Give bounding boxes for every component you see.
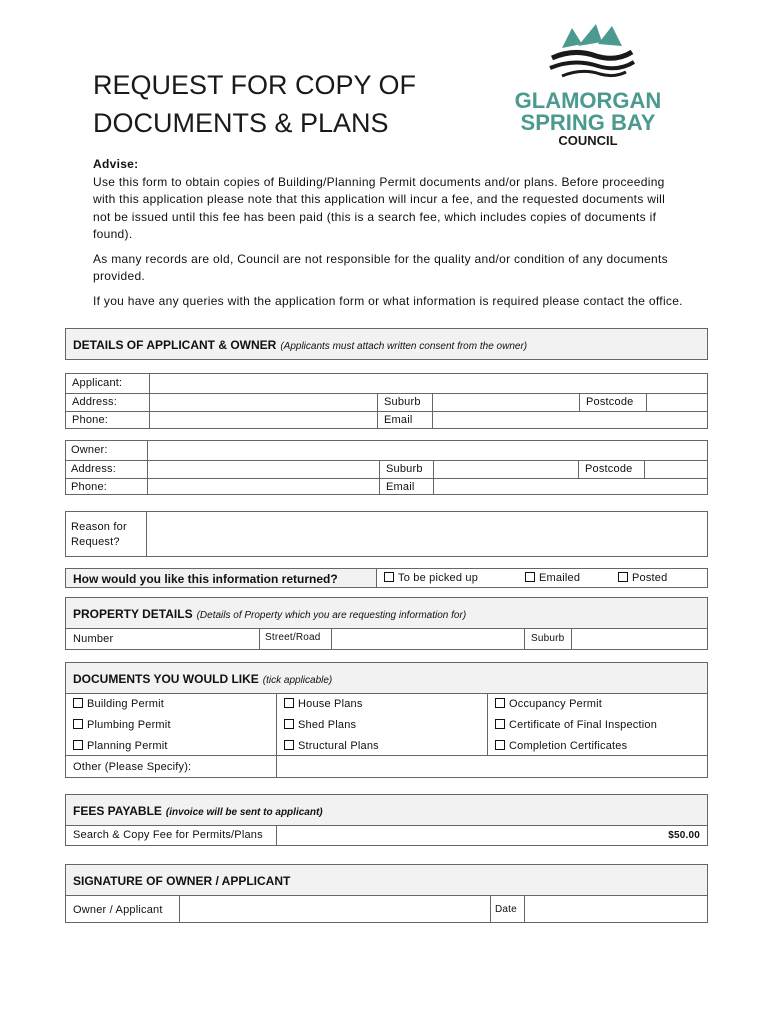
owner-phone-label: Phone: [71,481,108,493]
checkbox-icon[interactable] [495,698,505,708]
owner-address-input[interactable] [148,461,379,478]
applicant-name-input[interactable] [150,374,706,393]
return-method-question: How would you like this information returned? [73,572,338,586]
signature-section [65,864,708,923]
applicant-section-title: DETAILS OF APPLICANT & OWNER [73,338,277,352]
checkbox-icon[interactable] [73,740,83,750]
fees-section [65,794,708,846]
doc-shed-plans[interactable]: Shed Plans [284,719,356,731]
logo-line3: COUNCIL [558,133,618,148]
signature-owner-label: Owner / Applicant [73,904,163,916]
option-emailed[interactable]: Emailed [525,572,580,584]
doc-building-permit[interactable]: Building Permit [73,698,164,710]
council-logo [500,22,676,150]
applicant-table [65,373,708,429]
owner-label: Owner: [71,444,108,456]
checkbox-icon[interactable] [495,719,505,729]
property-title: PROPERTY DETAILS [73,607,193,621]
owner-name-input[interactable] [148,441,706,460]
doc-occupancy-permit[interactable]: Occupancy Permit [495,698,602,710]
property-street-input[interactable] [332,629,524,649]
fees-title: FEES PAYABLE [73,804,162,818]
checkbox-icon[interactable] [384,572,394,582]
fees-note: (invoice will be sent to applicant) [165,807,323,818]
signature-input[interactable] [180,896,490,922]
signature-date-label: Date [495,904,517,915]
reason-label-line2: Request? [71,536,120,548]
page-title-line2: DOCUMENTS & PLANS [93,108,389,138]
owner-postcode-input[interactable] [645,461,707,478]
reason-label-line1: Reason for [71,521,127,533]
checkbox-icon[interactable] [73,698,83,708]
doc-completion-certificates[interactable]: Completion Certificates [495,740,627,752]
property-street-label: Street/Road [265,632,321,643]
property-number-input[interactable] [126,629,259,649]
applicant-phone-input[interactable] [150,412,377,429]
documents-note: (tick applicable) [262,675,333,686]
doc-certificate-final-inspection[interactable]: Certificate of Final Inspection [495,719,657,731]
advise-label: Advise: [93,157,139,171]
owner-address-label: Address: [71,463,117,475]
page-title [93,66,416,142]
applicant-suburb-label: Suburb [384,396,421,408]
applicant-section-note: (Applicants must attach written consent from the owner) [280,341,528,352]
logo-line1: GLAMORGAN [514,88,662,113]
signature-date-input[interactable] [525,896,707,922]
applicant-postcode-label: Postcode [586,396,634,408]
checkbox-icon[interactable] [284,740,294,750]
applicant-email-label: Email [384,414,413,426]
checkbox-icon[interactable] [284,719,294,729]
intro-para2: As many records are old, Council are not responsible for the quality and/or condition of any documents provided. [93,251,668,283]
owner-email-label: Email [386,481,415,493]
applicant-phone-label: Phone: [72,414,109,426]
checkbox-icon[interactable] [618,572,628,582]
checkbox-icon[interactable] [495,740,505,750]
intro-text [93,156,683,310]
option-posted[interactable]: Posted [618,572,667,584]
checkbox-icon[interactable] [73,719,83,729]
applicant-email-input[interactable] [433,412,707,429]
property-number-label: Number [73,633,114,645]
applicant-postcode-input[interactable] [647,394,707,411]
option-picked-up[interactable]: To be picked up [384,572,478,584]
page-title-line1: REQUEST FOR COPY OF [93,70,417,100]
reason-input[interactable] [147,512,707,556]
applicant-suburb-input[interactable] [433,394,579,411]
doc-house-plans[interactable]: House Plans [284,698,363,710]
fees-item-label: Search & Copy Fee for Permits/Plans [73,829,263,841]
applicant-label: Applicant: [72,377,123,389]
doc-other-label: Other (Please Specify): [73,761,192,773]
owner-table [65,440,708,495]
checkbox-icon[interactable] [525,572,535,582]
property-suburb-input[interactable] [572,629,707,649]
applicant-address-input[interactable] [150,394,377,411]
owner-email-input[interactable] [434,479,707,495]
owner-postcode-label: Postcode [585,463,633,475]
doc-structural-plans[interactable]: Structural Plans [284,740,379,752]
owner-suburb-label: Suburb [386,463,423,475]
sails-logo-icon [500,22,676,84]
checkbox-icon[interactable] [284,698,294,708]
doc-other-input[interactable] [277,756,707,777]
doc-planning-permit[interactable]: Planning Permit [73,740,168,752]
property-note: (Details of Property which you are requesting information for) [196,610,467,621]
applicant-address-label: Address: [72,396,118,408]
owner-phone-input[interactable] [148,479,379,495]
signature-title: SIGNATURE OF OWNER / APPLICANT [73,874,291,888]
property-section [65,597,708,650]
doc-plumbing-permit[interactable]: Plumbing Permit [73,719,171,731]
owner-suburb-input[interactable] [434,461,578,478]
reason-table [65,511,708,557]
applicant-section-header [65,328,708,360]
documents-section [65,662,708,778]
return-method-row [65,568,708,588]
property-suburb-label: Suburb [531,633,565,644]
fees-amount: $50.00 [668,830,700,841]
logo-line2: SPRING BAY [520,110,656,135]
intro-para3: If you have any queries with the application form or what information is required please contact the office. [93,293,683,308]
documents-title: DOCUMENTS YOU WOULD LIKE [73,672,259,686]
intro-para1: Use this form to obtain copies of Building/Planning Permit documents and/or plans. Before proceeding with this application please note that this application will incur a fee, and the requested documents will not be issued until this fee has been paid (this is a search fee, which includes copies of documents if found). [93,174,666,241]
reason-label [71,520,127,550]
